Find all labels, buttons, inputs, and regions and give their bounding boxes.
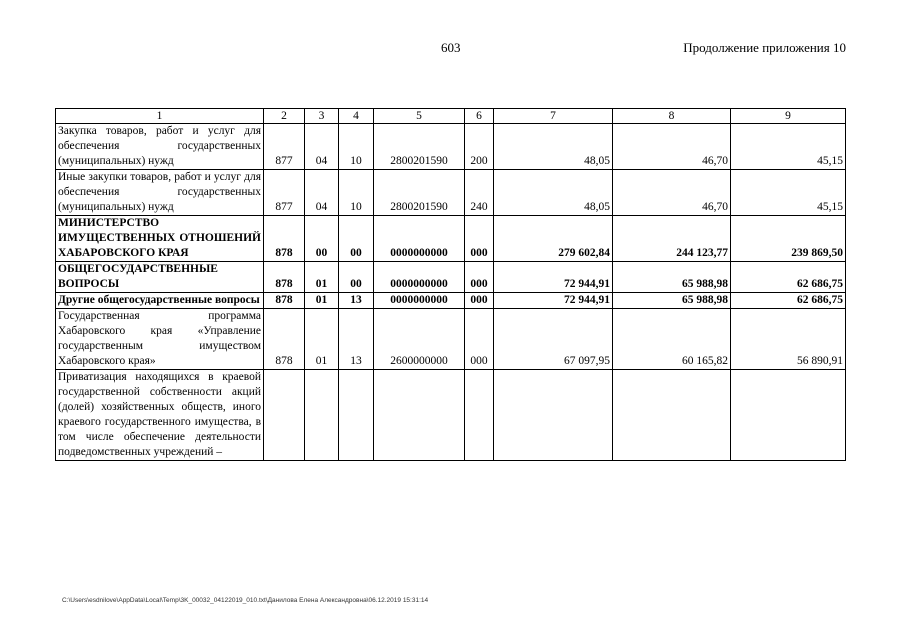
cell-code-5: 0000000000 [374,262,465,293]
cell-name: Закупка товаров, работ и услуг для обеспечения государственных (муниципальных) нужд [56,124,264,170]
cell-amount-7: 48,05 [494,170,613,216]
cell-amount-7 [494,370,613,461]
table-row [56,262,846,293]
cell-code-3 [305,370,339,461]
cell-name: Другие общегосударственные вопросы [56,293,264,309]
cell-amount-9: 62 686,75 [731,293,846,309]
cell-code-3: 01 [305,309,339,370]
cell-code-3: 04 [305,124,339,170]
column-header: 6 [465,109,494,124]
cell-code-4: 13 [339,293,374,309]
column-header: 8 [613,109,731,124]
table-row [56,309,846,370]
cell-code-3: 04 [305,170,339,216]
cell-code-2: 878 [264,262,305,293]
cell-amount-7: 72 944,91 [494,293,613,309]
cell-code-4 [339,370,374,461]
cell-code-4: 00 [339,216,374,262]
appendix-label: Продолжение приложения 10 [683,40,846,55]
cell-code-2: 878 [264,216,305,262]
cell-name: ОБЩЕГОСУДАРСТВЕННЫЕ ВОПРОСЫ [56,262,264,293]
cell-code-6: 200 [465,124,494,170]
cell-code-3: 00 [305,216,339,262]
table-body [56,109,846,461]
cell-amount-8: 244 123,77 [613,216,731,262]
cell-code-5: 0000000000 [374,293,465,309]
cell-code-2: 877 [264,124,305,170]
column-header: 7 [494,109,613,124]
cell-amount-8: 65 988,98 [613,293,731,309]
cell-name: Иные закупки товаров, работ и услуг для обеспечения государственных (муниципальных) нужд [56,170,264,216]
column-header: 9 [731,109,846,124]
table-row [56,124,846,170]
cell-code-5 [374,370,465,461]
cell-amount-9: 45,15 [731,170,846,216]
cell-amount-7: 279 602,84 [494,216,613,262]
budget-table [55,108,846,461]
cell-code-2: 877 [264,170,305,216]
cell-name: Государственная программа Хабаровского края «Управление государственным имуществом Хабаровского края» [56,309,264,370]
table-header-row [56,109,846,124]
cell-amount-9: 45,15 [731,124,846,170]
table-row [56,293,846,309]
column-header: 3 [305,109,339,124]
cell-code-6: 000 [465,309,494,370]
column-header: 1 [56,109,264,124]
file-path-footer: C:\Users\esdnilove\AppData\Local\Temp\3K_00032_04122019_010.txt\Данилова Елена Александровна\06.12.2019 15:31:14 [62,597,429,604]
column-header: 5 [374,109,465,124]
cell-amount-8: 46,70 [613,170,731,216]
cell-amount-9: 56 890,91 [731,309,846,370]
cell-amount-8: 46,70 [613,124,731,170]
column-header: 4 [339,109,374,124]
table-row [56,170,846,216]
cell-code-6 [465,370,494,461]
cell-code-4: 10 [339,124,374,170]
cell-amount-8 [613,370,731,461]
cell-code-2 [264,370,305,461]
cell-amount-9 [731,370,846,461]
cell-amount-8: 60 165,82 [613,309,731,370]
cell-code-5: 0000000000 [374,216,465,262]
cell-code-5: 2800201590 [374,124,465,170]
cell-code-4: 10 [339,170,374,216]
cell-code-6: 000 [465,262,494,293]
cell-code-6: 000 [465,216,494,262]
cell-name: Приватизация находящихся в краевой государственной собственности акций (долей) хозяйственных обществ, иного краевого государственного имущества, в том числе обеспечение деятельности подведомственных учреждений – [56,370,264,461]
cell-code-6: 000 [465,293,494,309]
cell-code-3: 01 [305,293,339,309]
cell-code-2: 878 [264,293,305,309]
table-row [56,370,846,461]
cell-code-2: 878 [264,309,305,370]
cell-code-5: 2600000000 [374,309,465,370]
cell-amount-8: 65 988,98 [613,262,731,293]
cell-name: МИНИСТЕРСТВО ИМУЩЕСТВЕННЫХ ОТНОШЕНИЙ ХАБАРОВСКОГО КРАЯ [56,216,264,262]
cell-code-6: 240 [465,170,494,216]
cell-amount-7: 48,05 [494,124,613,170]
cell-code-4: 00 [339,262,374,293]
cell-code-5: 2800201590 [374,170,465,216]
cell-amount-9: 239 869,50 [731,216,846,262]
cell-amount-7: 67 097,95 [494,309,613,370]
cell-amount-7: 72 944,91 [494,262,613,293]
cell-code-4: 13 [339,309,374,370]
column-header: 2 [264,109,305,124]
page-number: 603 [441,40,461,55]
cell-code-3: 01 [305,262,339,293]
table-row [56,216,846,262]
cell-amount-9: 62 686,75 [731,262,846,293]
